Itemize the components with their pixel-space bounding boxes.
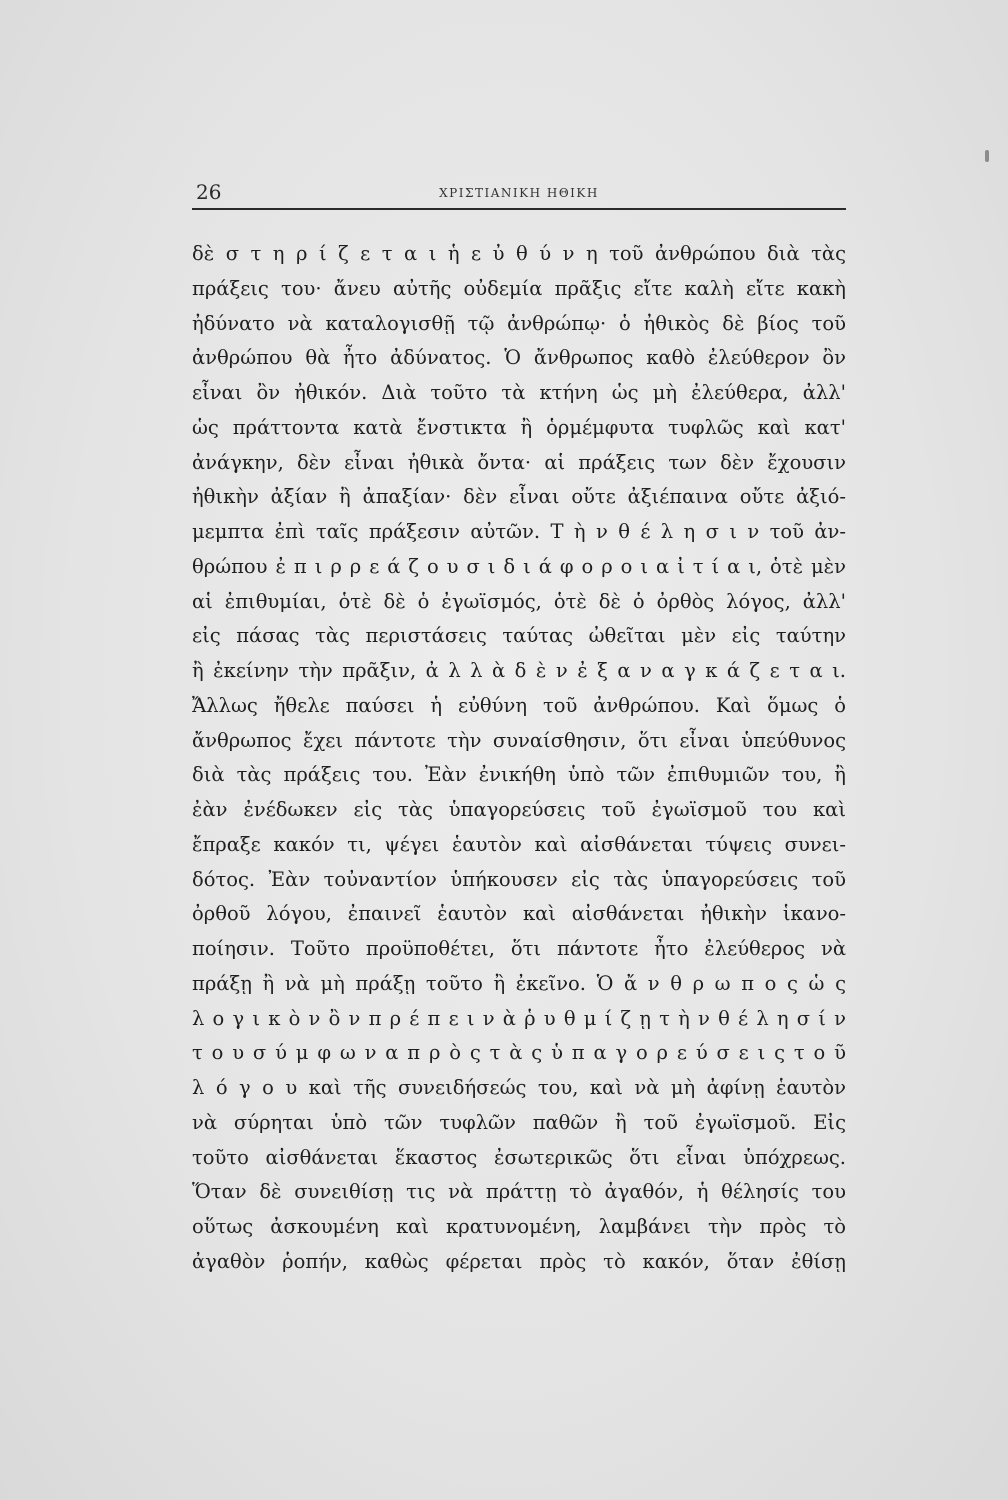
text-line: δότος. Ἐὰν τοὐναντίον ὑπήκουσεν εἰς τὰς ὑπαγορεύσεις τοῦ [192,867,846,891]
text-line: εἶναι ὂν ἠθικόν. Διὰ τοῦτο τὰ κτήνη ὡς μὴ ἐλεύθερα, ἀλλ' [192,381,846,404]
text-line: λ ο γ ι κ ὸ ν ὂ ν π ρ έ π ε ι ν ὰ ῥ υ θ μ ί ζ ῃ τ ὴ ν θ έ λ η σ ί ν [192,1006,846,1030]
text-line: ἀγαθὸν ῥοπήν, καθὼς φέρεται πρὸς τὸ κακόν, ὅταν ἐθίσῃ [192,1249,846,1273]
text-line: ἔπραξε κακόν τι, ψέγει ἑαυτὸν καὶ αἰσθάνεται τύψεις συνει- [192,832,846,856]
text-line: ἠθικὴν ἀξίαν ἢ ἀπαξίαν· δὲν εἶναι οὔτε ἀξιέπαινα οὔτε ἀξιό- [192,485,846,509]
text-line: ἐὰν ἐνέδωκεν εἰς τὰς ὑπαγορεύσεις τοῦ ἐγωϊσμοῦ του καὶ [192,798,846,821]
text-line: λ ό γ ο υ καὶ τῆς συνειδήσεώς του, καὶ νὰ μὴ ἀφίνῃ ἑαυτὸν [192,1076,846,1099]
text-line: Ἄλλως ἤθελε παύσει ἡ εὐθύνη τοῦ ἀνθρώπου. Καὶ ὅμως ὁ [192,693,846,717]
text-line: ἠδύνατο νὰ καταλογισθῇ τῷ ἀνθρώπῳ· ὁ ἠθικὸς δὲ βίος τοῦ [192,311,846,335]
text-line: ποίησιν. Τοῦτο προϋποθέτει, ὅτι πάντοτε ἦτο ἐλεύθερος νὰ [192,937,846,960]
text-line: ὀρθοῦ λόγου, ἐπαινεῖ ἑαυτὸν καὶ αἰσθάνεται ἠθικὴν ἱκανο- [192,902,846,926]
text-line: θρώπου ἐ π ι ρ ρ ε ά ζ ο υ σ ι δ ι ά φ ο ρ ο ι α ἰ τ ί α ι, ὁτὲ μὲν [192,554,846,578]
running-title: ΧΡΙΣΤΙΑΝΙΚΗ ΗΘΙΚΗ [439,186,599,200]
text-line: πράξῃ ἢ νὰ μὴ πράξῃ τοῦτο ἢ ἐκεῖνο. Ὁ ἄ ν θ ρ ω π ο ς ὡ ς [192,971,846,995]
text-line: εἰς πάσας τὰς περιστάσεις ταύτας ὠθεῖται μὲν εἰς ταύτην [192,624,846,648]
text-line: πράξεις του· ἄνευ αὐτῆς οὐδεμία πρᾶξις εἴτε καλὴ εἴτε κακὴ [192,276,846,300]
text-line: τ ο υ σ ύ μ φ ω ν α π ρ ὸ ς τ ὰ ς ὑ π α γ ο ρ ε ύ σ ε ι ς τ ο ῦ [192,1041,846,1065]
margin-speck [985,150,989,162]
text-line: ἄνθρωπος ἔχει πάντοτε τὴν συναίσθησιν, ὅτι εἶναι ὑπεύθυνος [192,728,846,752]
text-line: διὰ τὰς πράξεις του. Ἐὰν ἐνικήθη ὑπὸ τῶν ἐπιθυμιῶν του, ἢ [192,763,846,787]
text-line: αἱ ἐπιθυμίαι, ὁτὲ δὲ ὁ ἐγωϊσμός, ὁτὲ δὲ ὁ ὀρθὸς λόγος, ἀλλ' [192,589,846,613]
page-header [192,180,846,210]
text-line: μεμπτα ἐπὶ ταῖς πράξεσιν αὐτῶν. Τ ὴ ν θ έ λ η σ ι ν τοῦ ἀν- [192,520,846,543]
text-line: οὕτως ἀσκουμένη καὶ κρατυνομένη, λαμβάνει τὴν πρὸς τὸ [192,1215,846,1238]
text-line: ἢ ἐκείνην τὴν πρᾶξιν, ἀ λ λ ὰ δ ὲ ν ἐ ξ α ν α γ κ ά ζ ε τ α ι. [192,659,846,682]
text-line: ἀνάγκην, δὲν εἶναι ἠθικὰ ὄντα· αἱ πράξεις των δὲν ἔχουσιν [192,450,846,474]
body-text [192,237,846,1280]
text-line: Ὅταν δὲ συνειθίσῃ τις νὰ πράττῃ τὸ ἀγαθόν, ἡ θέλησίς του [192,1180,846,1204]
text-line: δὲ σ τ η ρ ί ζ ε τ α ι ἡ ε ὐ θ ύ ν η τοῦ ἀνθρώπου διὰ τὰς [192,242,846,265]
text-line: ὡς πράττοντα κατὰ ἔνστικτα ἢ ὁρμέμφυτα τυφλῶς καὶ κατ' [192,415,846,439]
text-line: νὰ σύρηται ὑπὸ τῶν τυφλῶν παθῶν ἢ τοῦ ἐγωϊσμοῦ. Εἰς [192,1110,846,1134]
text-line: ἀνθρώπου θὰ ἦτο ἀδύνατος. Ὁ ἄνθρωπος καθὸ ἐλεύθερον ὂν [192,346,846,370]
page-number: 26 [196,180,222,204]
header-rule [192,208,846,210]
text-line: τοῦτο αἰσθάνεται ἕκαστος ἐσωτερικῶς ὅτι εἶναι ὑπόχρεως. [192,1145,846,1169]
